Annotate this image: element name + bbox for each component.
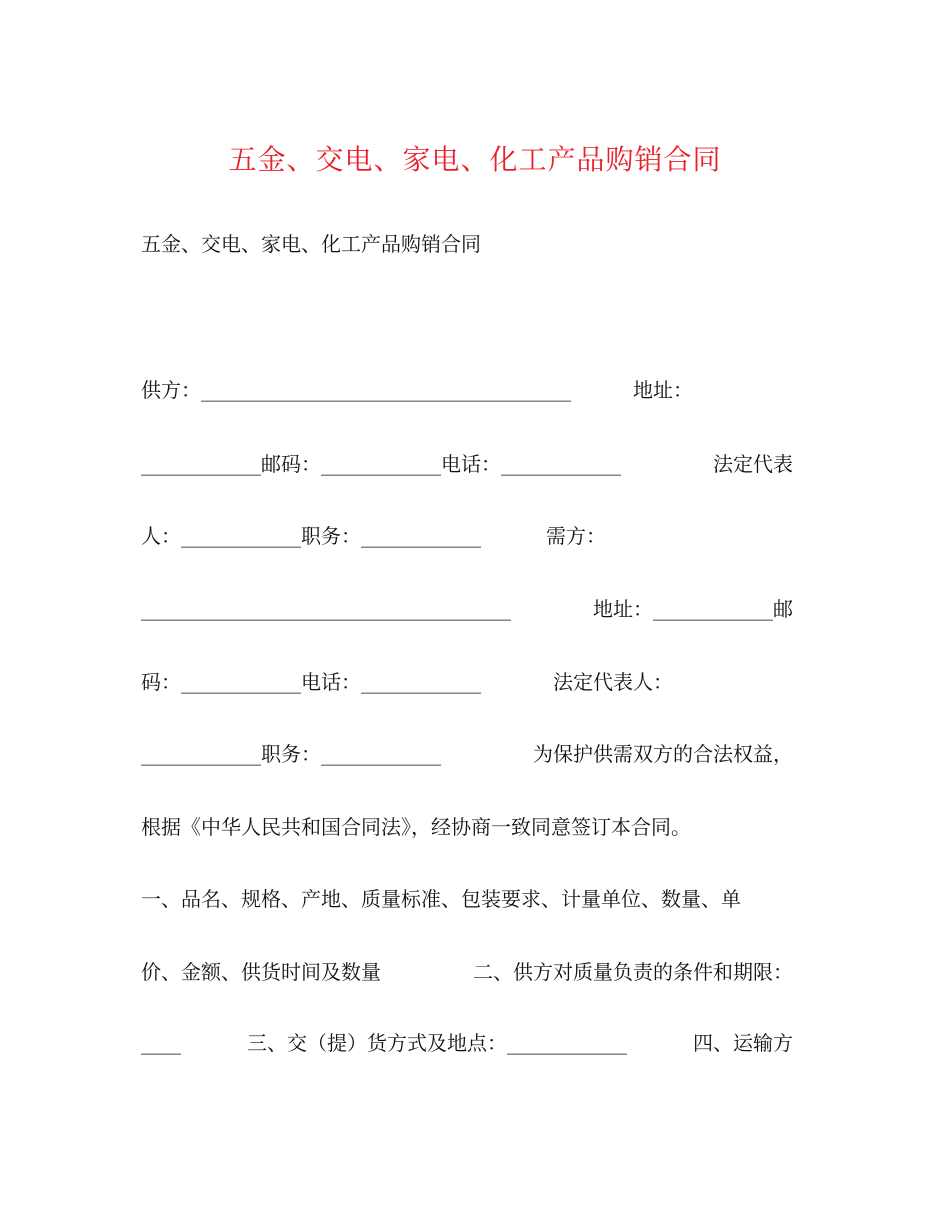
line-segment: 二、供方对质量负责的条件和期限： [473, 960, 793, 984]
text-line [141, 738, 793, 770]
text-line [141, 448, 793, 480]
line-segment: 根据《中华人民共和国合同法》，经协商一致同意签订本合同。 [141, 815, 691, 839]
text-line [141, 520, 793, 552]
line-segment: 地址：____________邮 [593, 597, 793, 621]
line-segment: 三、交（提）货方式及地点：____________ [247, 1031, 627, 1055]
line-segment: _____________________________________ [141, 597, 511, 621]
line-segment: ____ [141, 1031, 181, 1055]
text-line [141, 883, 793, 915]
text-line [141, 956, 793, 988]
line-segment: 为保护供需双方的合法权益， [533, 742, 793, 766]
text-line [141, 666, 793, 698]
line-segment: 法定代表人： [553, 670, 673, 694]
line-segment: 一、品名、规格、产地、质量标准、包装要求、计量单位、数量、单 [141, 887, 741, 911]
line-segment: 四、运输方 [693, 1031, 793, 1055]
document-title: 五金、交电、家电、化工产品购销合同 [228, 143, 722, 176]
text-line [141, 593, 793, 625]
line-segment: 法定代表 [713, 452, 793, 476]
line-segment: 地址： [633, 378, 693, 402]
line-segment: 供方：_____________________________________ [141, 378, 571, 402]
text-line [141, 1027, 793, 1059]
line-segment: ____________职务：____________ [141, 742, 441, 766]
line-segment: ____________邮码：____________电话：____________ [141, 452, 621, 476]
text-line [141, 811, 793, 843]
line-segment: 需方： [546, 524, 606, 548]
line-segment: 码：____________电话：____________ [141, 670, 481, 694]
text-line [141, 374, 793, 406]
line-segment: 价、金额、供货时间及数量 [141, 960, 381, 984]
document-subtitle: 五金、交电、家电、化工产品购销合同 [141, 232, 481, 256]
line-segment: 人：____________职务：____________ [141, 524, 481, 548]
